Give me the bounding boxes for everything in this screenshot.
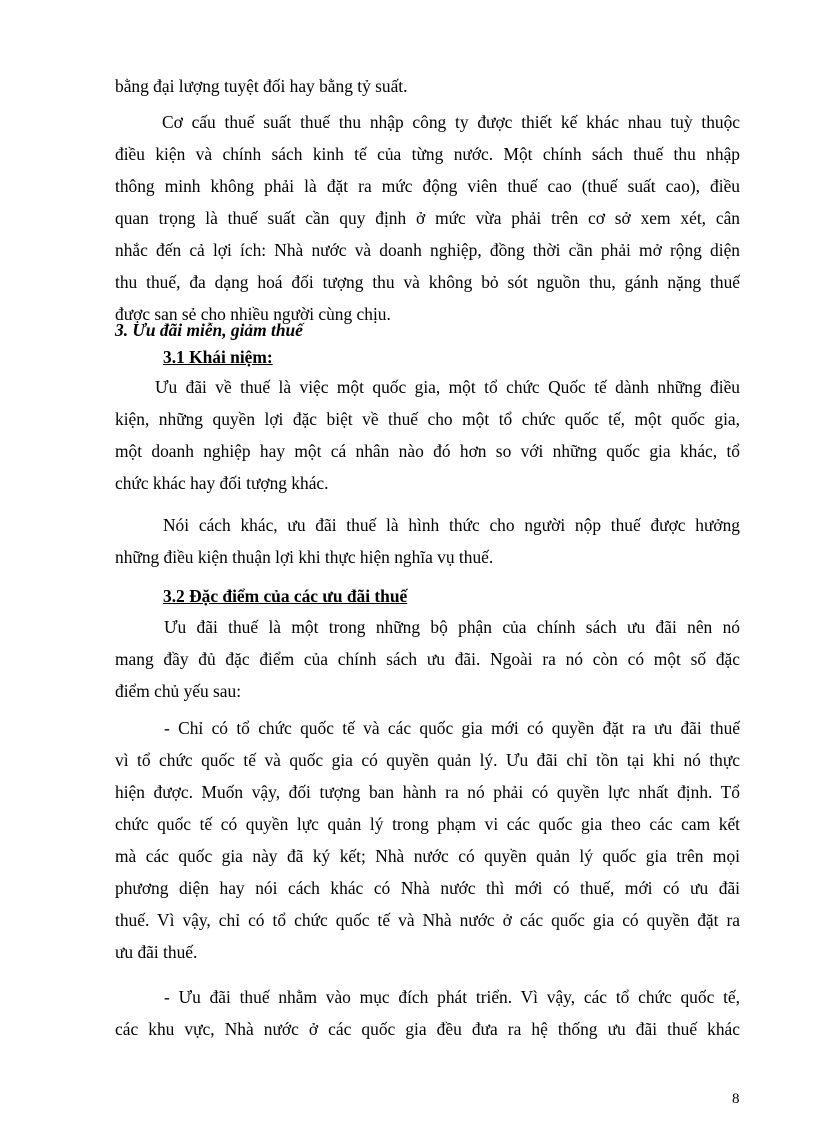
paragraph-tax-rate-structure (115, 106, 740, 330)
page-number: 8 (732, 1091, 740, 1107)
text-line: mà các quốc gia này đã ký kết; Nhà nước có quyền quản lý quốc gia trên mọi (115, 846, 740, 866)
text-line: - Ưu đãi thuế nhằm vào mục đích phát triển. Vì vậy, các tổ chức quốc tế, (164, 987, 740, 1007)
paragraph-incentive-alt-definition (115, 509, 740, 573)
paragraph-incentive-definition (115, 371, 740, 499)
text-line: bằng đại lượng tuyệt đối hay bằng tỷ suất. (115, 76, 408, 96)
text-line: Nói cách khác, ưu đãi thuế là hình thức cho người nộp thuế được hưởng (163, 515, 740, 535)
text-line: - Chỉ có tổ chức quốc tế và các quốc gia mới có quyền đặt ra ưu đãi thuế (164, 718, 740, 738)
paragraph-feature-authority (115, 712, 740, 968)
text-line: mang đầy đủ đặc điểm của chính sách ưu đãi. Ngoài ra nó còn có một số đặc (115, 649, 740, 669)
section-heading-3-2: 3.2 Đặc điểm của các ưu đãi thuế (163, 586, 408, 606)
paragraph-incentive-features-intro (115, 611, 740, 707)
text-line: nhắc đến cả lợi ích: Nhà nước và doanh nghiệp, đồng thời cần phải mở rộng diện (115, 240, 740, 260)
text-line: Cơ cấu thuế suất thuế thu nhập công ty được thiết kế khác nhau tuỳ thuộc (162, 112, 740, 132)
text-line: hiện được. Muốn vậy, đối tượng ban hành ra nó phải có quyền lực nhất định. Tổ (115, 782, 740, 802)
text-line: ưu đãi thuế. (115, 942, 198, 962)
text-line: Ưu đãi thuế là một trong những bộ phận của chính sách ưu đãi nên nó (164, 617, 740, 637)
text-line: Ưu đãi về thuế là việc một quốc gia, một tổ chức Quốc tế dành những điều (155, 377, 740, 397)
text-line: kiện, những quyền lợi đặc biệt về thuế cho một tổ chức quốc tế, một quốc gia, (115, 409, 740, 429)
text-line: điều kiện và chính sách kinh tế của từng nước. Một chính sách thuế thu nhập (115, 144, 740, 164)
text-line: quan trọng là thuế suất cần quy định ở mức vừa phải trên cơ sở xem xét, cân (115, 208, 740, 228)
section-heading-3: 3. Ưu đãi miễn, giảm thuế (115, 320, 303, 340)
text-line: điểm chủ yếu sau: (115, 681, 242, 701)
text-line: được san sẻ cho nhiều người cùng chịu. (115, 304, 391, 324)
text-line: thuế. Vì vậy, chỉ có tổ chức quốc tế và Nhà nước ở các quốc gia có quyền đặt ra (115, 910, 740, 930)
text-line: chức quốc tế có quyền lực quản lý trong phạm vi các quốc gia theo các cam kết (115, 814, 740, 834)
section-heading-3-1: 3.1 Khái niệm: (163, 347, 273, 367)
text-line: những điều kiện thuận lợi khi thực hiện nghĩa vụ thuế. (115, 547, 494, 567)
text-line: một doanh nghiệp hay một cá nhân nào đó hơn so với những quốc gia khác, tổ (115, 441, 740, 461)
text-line: phương diện hay nói cách khác có Nhà nước thì mới có thuế, mới có ưu đãi (115, 878, 740, 898)
paragraph-feature-development (115, 981, 740, 1045)
text-line: vì tổ chức quốc tế và quốc gia có quyền quản lý. Ưu đãi chỉ tồn tại khi nó thực (115, 750, 740, 770)
text-line: chức khác hay đối tượng khác. (115, 473, 329, 493)
text-line: thu thuế, đa dạng hoá đối tượng thu và không bỏ sót nguồn thu, gánh nặng thuế (115, 272, 740, 292)
text-line: các khu vực, Nhà nước ở các quốc gia đều đưa ra hệ thống ưu đãi thuế khác (115, 1019, 740, 1039)
text-line: thông minh không phải là đặt ra mức động viên thuế cao (thuế suất cao), điều (115, 176, 740, 196)
paragraph-tax-rate-end (115, 70, 740, 102)
